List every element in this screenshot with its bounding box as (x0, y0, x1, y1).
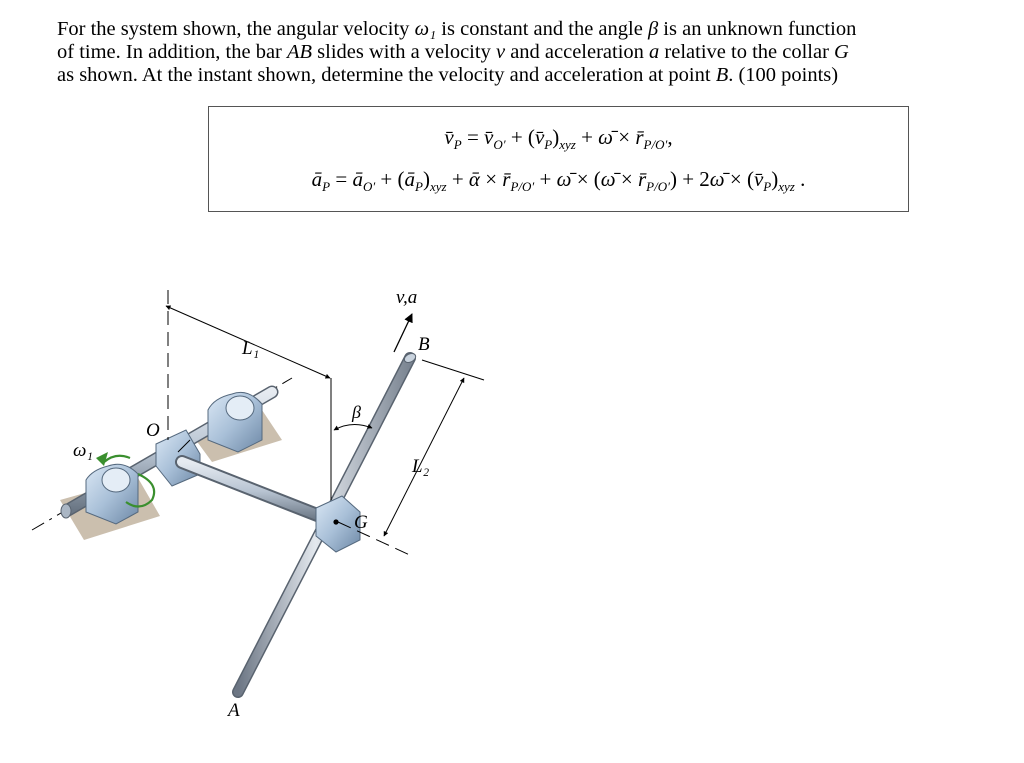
bearing-upper (208, 392, 262, 452)
velocity-equation: $v̄_P$ = $v̄_{O'}$ + $(v̄_P)_{xyz}$ + ω̄ × $r̄_{P/O'}$, (444, 125, 673, 153)
problem-line-1: For the system shown, the angular velocity ω₁ is constant and the angle β is an unknown function (57, 18, 857, 40)
beta-arc (334, 424, 372, 430)
label-L2: L₂ (412, 456, 430, 477)
acceleration-equation: $ā_P$ = $ā_{O'}$ + $(ā_P)_{xyz}$ + ᾱ × $r̄_{P/O'}$ + ω̄ × (ω̄ × $r̄_{P/O'}$) + 2ω̄ × $(v̄_P)_{xyz}$ . (311, 167, 806, 195)
problem-line-2: of time. In addition, the bar AB slides with a velocity v and acceleration a relative to the collar G (57, 41, 849, 63)
label-B: B (418, 334, 430, 355)
velocity-arrow (394, 314, 412, 352)
label-omega1: ω₁ (73, 440, 94, 461)
label-G: G (354, 512, 368, 533)
bearing-lower (86, 464, 138, 524)
label-L1: L₁ (242, 338, 260, 359)
problem-line-3: as shown. At the instant shown, determine the velocity and acceleration at point B. (100 points) (57, 64, 839, 86)
label-O: O (146, 420, 160, 441)
label-beta: β (352, 402, 361, 422)
arm-OG (182, 462, 330, 520)
label-va: v,a (396, 287, 418, 308)
label-A: A (228, 700, 240, 721)
